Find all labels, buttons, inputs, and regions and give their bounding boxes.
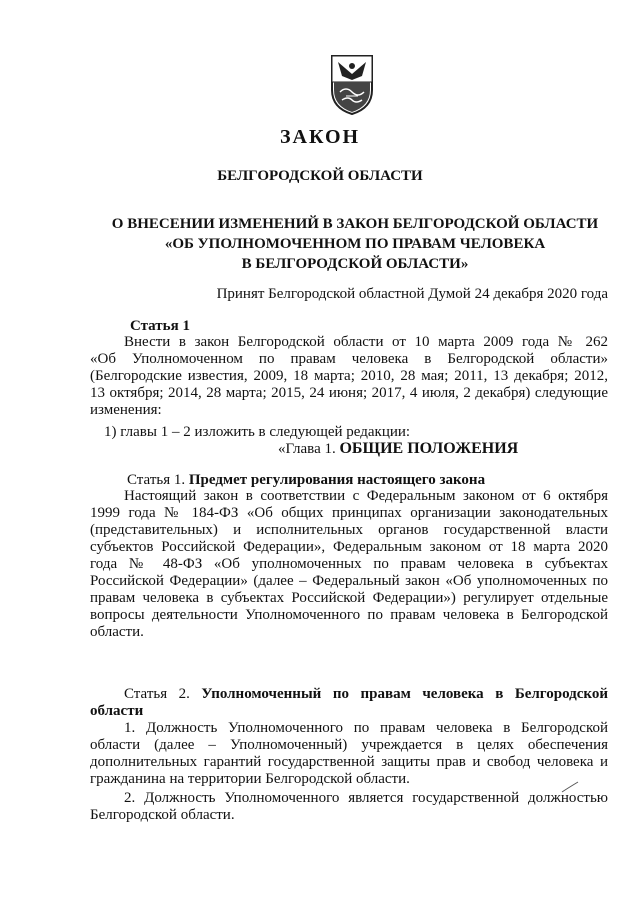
text-line: гражданина на территории Белгородской области. bbox=[90, 771, 410, 787]
text-line: 1) главы 1 – 2 изложить в следующей редакции: bbox=[104, 424, 411, 440]
text-line: 1. Должность Уполномоченного по правам человека в Белгородской bbox=[124, 720, 608, 736]
text-line: дополнительных гарантий государственной защиты прав и свобод человека и bbox=[90, 754, 608, 770]
new-article-2-point-2 bbox=[90, 790, 608, 824]
document-subject bbox=[60, 214, 640, 274]
text-line bbox=[90, 703, 608, 720]
article-title: Предмет регулирования настоящего закона bbox=[188, 472, 486, 488]
article-label: Статья 2. bbox=[124, 686, 190, 702]
chapter-1-heading bbox=[278, 440, 518, 458]
text-line: субъектов Российской Федерации», Федеральным законом от 18 марта 2020 bbox=[90, 539, 608, 555]
text-line: года № 48-ФЗ «Об уполномоченных по правам человека в субъектах bbox=[90, 556, 608, 572]
text-line: правам человека в субъектах Российской Федерации») регулирует отдельные bbox=[90, 590, 608, 606]
coat-of-arms-icon bbox=[328, 52, 376, 116]
text-line: вопросы деятельности Уполномоченного по правам человека в Белгородской bbox=[90, 607, 608, 623]
text-line: 13 октября; 2014, 28 марта; 2015, 24 июня; 2017, 4 июля, 2 декабря) следующие bbox=[90, 385, 608, 401]
document-region: БЕЛГОРОДСКОЙ ОБЛАСТИ bbox=[217, 168, 423, 184]
article-label: Статья 1. bbox=[127, 472, 186, 488]
text-line: области. bbox=[90, 624, 144, 640]
text-line: (Белгородские известия, 2009, 18 марта; 2010, 28 мая; 2011, 13 декабря; 2012, bbox=[90, 368, 608, 384]
text-line: Настоящий закон в соответствии с Федеральным законом от 6 октября bbox=[124, 488, 608, 504]
new-article-2-heading bbox=[90, 686, 608, 720]
text-line: Внести в закон Белгородской области от 10 марта 2009 года № 262 bbox=[124, 334, 608, 350]
text-line: области (далее – Уполномоченный) учреждается в целях обеспечения bbox=[90, 737, 608, 753]
text-line: изменения: bbox=[90, 402, 162, 418]
pen-mark-icon bbox=[560, 780, 580, 794]
text-line: «Об Уполномоченном по правам человека в Белгородской области» bbox=[90, 351, 608, 367]
subject-line: В БЕЛГОРОДСКОЙ ОБЛАСТИ» bbox=[241, 256, 469, 272]
adoption-note: Принят Белгородской областной Думой 24 декабря 2020 года bbox=[216, 286, 608, 302]
text-line: 1999 года № 184-ФЗ «Об общих принципах организации законодательных bbox=[90, 505, 608, 521]
document-title: ЗАКОН bbox=[279, 126, 361, 148]
new-article-2-point-1 bbox=[90, 720, 608, 788]
article-1-item-1 bbox=[104, 424, 604, 441]
new-article-1-body bbox=[90, 488, 608, 641]
subject-line: «ОБ УПОЛНОМОЧЕННОМ ПО ПРАВАМ ЧЕЛОВЕКА bbox=[164, 236, 546, 252]
text-line: Белгородской области. bbox=[90, 807, 235, 823]
text-line: (представительных) и исполнительных органов государственной власти bbox=[90, 522, 608, 538]
text-line: 2. Должность Уполномоченного является государственной должностью bbox=[124, 790, 608, 806]
article-title-cont: области bbox=[90, 703, 144, 719]
text-line bbox=[90, 686, 608, 703]
article-1-intro bbox=[90, 334, 608, 419]
text-line: Российской Федерации» (далее – Федеральный закон «Об уполномоченных по bbox=[90, 573, 608, 589]
subject-line: О ВНЕСЕНИИ ИЗМЕНЕНИЙ В ЗАКОН БЕЛГОРОДСКОЙ ОБЛАСТИ bbox=[111, 216, 599, 232]
chapter-prefix: «Глава 1. bbox=[278, 441, 336, 457]
article-title: Уполномоченный по правам человека в Белгородской bbox=[201, 686, 608, 702]
chapter-title: ОБЩИЕ ПОЛОЖЕНИЯ bbox=[339, 440, 519, 457]
article-1-heading: Статья 1 bbox=[130, 318, 190, 334]
new-article-1-heading bbox=[127, 472, 485, 489]
